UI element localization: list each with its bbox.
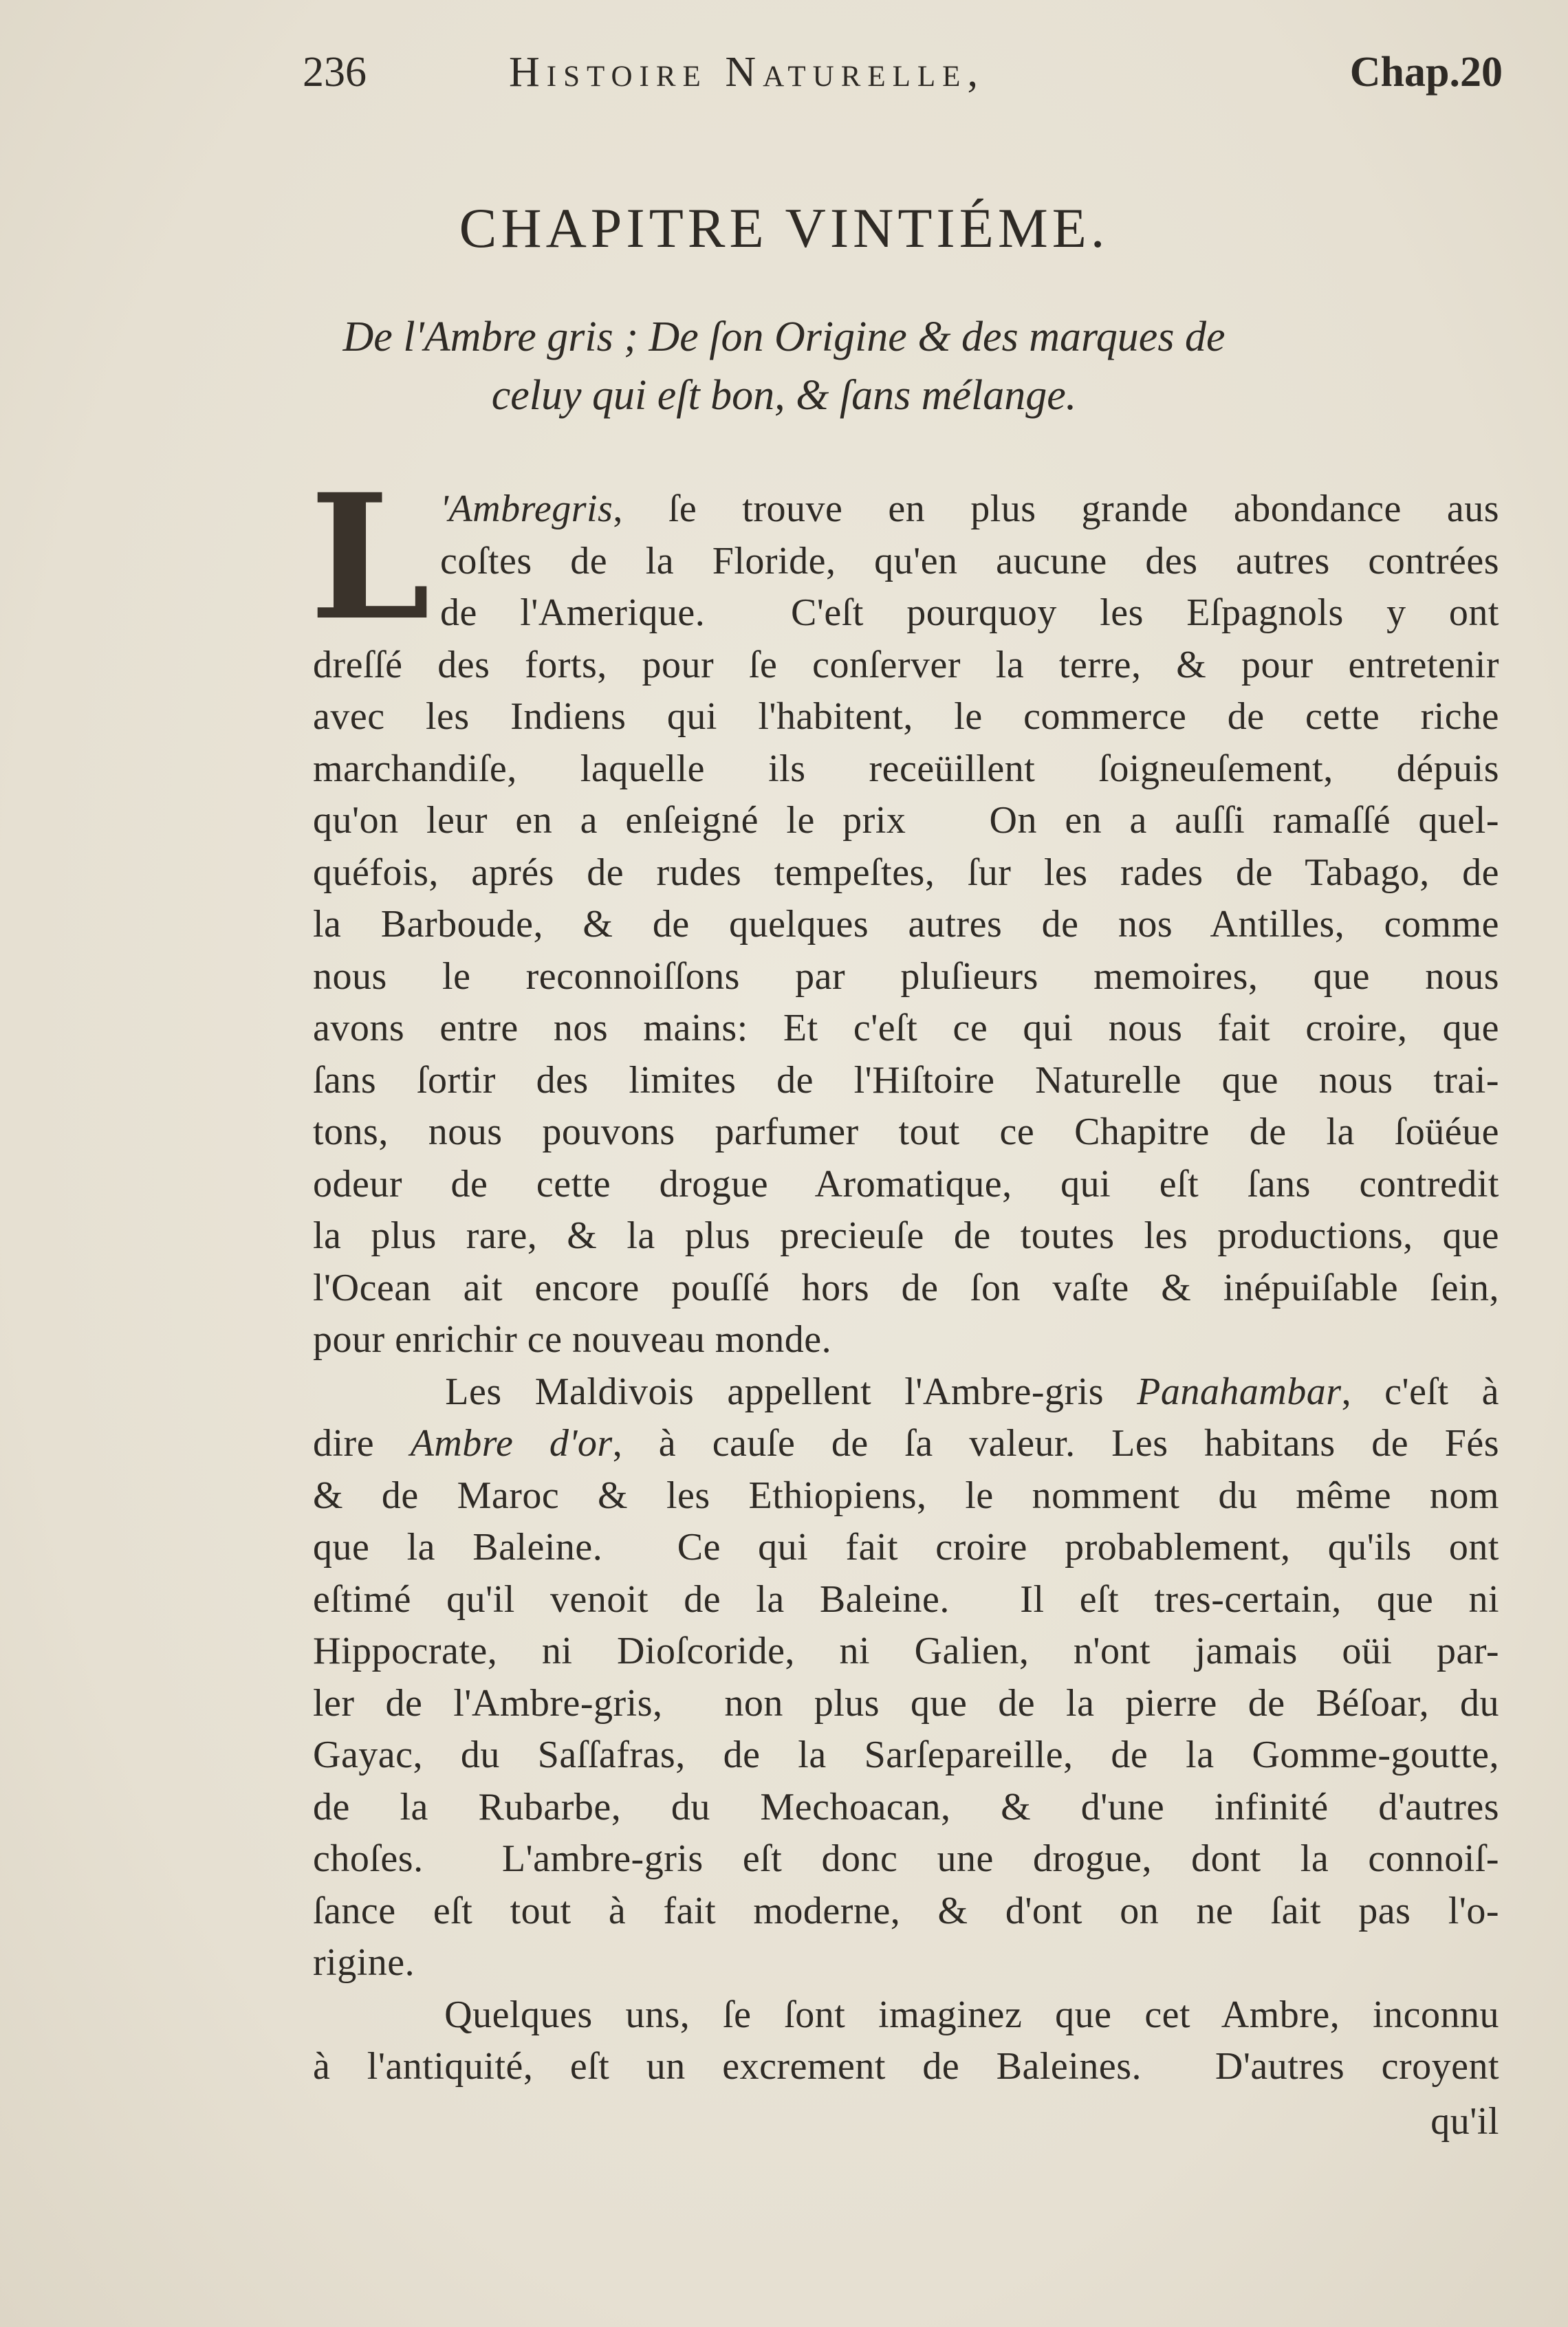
- text-line: [313, 1419, 1499, 1467]
- line-text: à l'antiquité, eſt un excrement de Baleines. D'autres croyent: [313, 2045, 1499, 2088]
- text-line: [313, 1783, 1499, 1831]
- line-text: choſes. L'ambre-gris eſt donc une drogue, dont la connoiſ-: [313, 1837, 1499, 1880]
- text-line: [440, 485, 1499, 533]
- text-line: [313, 641, 1499, 689]
- text-line: [313, 1575, 1499, 1624]
- line-text: ſans ſortir des limites de l'Hiſtoire Naturelle que nous trai-: [313, 1058, 1499, 1102]
- text-line: [440, 589, 1499, 637]
- line-text: eſtimé qu'il venoit de la Baleine. Il eſt tres-certain, que ni: [313, 1577, 1499, 1621]
- text-line: [313, 796, 1499, 844]
- drop-cap: L: [309, 456, 431, 658]
- line-text: l'Ocean ait encore pouſſé hors de ſon vaſte & inépuiſable ſein,: [313, 1266, 1499, 1309]
- subtitle-line: De l'Ambre gris ; De ſon Origine & des marques de: [342, 314, 1226, 360]
- chapter-title: CHAPITRE VINTIÉME.: [459, 197, 1109, 259]
- line-text: pour enrichir ce nouveau monde.: [313, 1318, 832, 1361]
- text-line: [313, 2042, 1499, 2090]
- catchword: qu'il: [1430, 2100, 1499, 2143]
- line-text: qu'on leur en a enſeigné le prix On en a auſſi ramaſſé quel-: [313, 799, 1499, 842]
- text-line: [313, 1004, 1499, 1052]
- text-line: [313, 1991, 1499, 2039]
- italic-term: Panahambar: [1137, 1370, 1342, 1413]
- line-text: Gayac, du Saſſafras, de la Sarſepareille, de la Gomme-goutte,: [313, 1734, 1499, 1776]
- line-text: marchandiſe, laquelle ils receüillent ſoigneuſement, dépuis: [313, 747, 1499, 790]
- line-text: quéfois, aprés de rudes tempeſtes, ſur les rades de Tabago, de: [313, 851, 1499, 894]
- line-text: rigine.: [313, 1941, 415, 1984]
- text-line: [313, 952, 1499, 1001]
- italic-term: 'Ambregris: [440, 488, 613, 530]
- page-number: 236: [303, 49, 367, 96]
- line-text: nous le reconnoiſſons par pluſieurs memoires, que nous: [313, 954, 1499, 998]
- text-line: [313, 1835, 1499, 1883]
- text-line: [313, 900, 1499, 948]
- text-line: [313, 1731, 1499, 1779]
- text-line: [313, 1472, 1499, 1520]
- subtitle-line: celuy qui eſt bon, & ſans mélange.: [491, 372, 1077, 419]
- text-line: [313, 1627, 1499, 1675]
- text-line: [313, 692, 1499, 741]
- line-text: tons, nous pouvons parfumer tout ce Chapitre de la ſoüéue: [313, 1111, 1499, 1153]
- line-text: , c'eſt à: [1341, 1370, 1500, 1413]
- line-text: avons entre nos mains: Et c'eſt ce qui nous fait croire, que: [313, 1007, 1499, 1049]
- text-line: [313, 1160, 1499, 1208]
- line-text: odeur de cette drogue Aromatique, qui eſt ſans contredit: [313, 1162, 1499, 1205]
- text-line: [313, 745, 1499, 793]
- text-line: [313, 1368, 1499, 1416]
- line-text: la plus rare, & la plus precieuſe de toutes les productions, que: [313, 1214, 1499, 1257]
- text-line: [313, 849, 1499, 897]
- line-text: coſtes de la Floride, qu'en aucune des autres contrées: [440, 539, 1499, 582]
- text-line: [313, 1264, 1499, 1312]
- line-text: de la Rubarbe, du Mechoacan, & d'une infinité d'autres: [313, 1785, 1499, 1828]
- line-text: Les Maldivois appellent l'Ambre-gris: [313, 1370, 1137, 1413]
- line-text: de l'Amerique. C'eſt pourquoy les Eſpagnols y ont: [440, 591, 1499, 634]
- line-text: , à cauſe de ſa valeur. Les habitans de Fés: [612, 1422, 1500, 1465]
- running-title: Histoire Naturelle,: [509, 49, 985, 96]
- text-line: [313, 1056, 1499, 1104]
- line-text: ſance eſt tout à fait moderne, & d'ont on ne ſait pas l'o-: [313, 1889, 1499, 1932]
- text-line: [313, 1679, 1499, 1727]
- text-line: [313, 1887, 1499, 1935]
- line-text: Quelques uns, ſe ſont imaginez que cet Ambre, inconnu: [313, 1993, 1499, 2036]
- text-line: [313, 1523, 1499, 1571]
- text-line: [440, 537, 1499, 585]
- line-text: Hippocrate, ni Dioſcoride, ni Galien, n'ont jamais oüi par-: [313, 1630, 1499, 1672]
- line-text: ler de l'Ambre-gris, non plus que de la pierre de Béſoar, du: [313, 1681, 1499, 1725]
- text-line: [313, 1108, 1499, 1156]
- line-text: avec les Indiens qui l'habitent, le commerce de cette riche: [313, 695, 1499, 738]
- text-line: [313, 1212, 1499, 1260]
- running-header: [303, 48, 1503, 110]
- chapter-reference: Chap.20: [1349, 49, 1503, 96]
- text-line: [313, 1315, 1499, 1364]
- line-text: , ſe trouve en plus grande abondance aus: [613, 488, 1499, 530]
- line-text: la Barboude, & de quelques autres de nos Antilles, comme: [313, 903, 1499, 946]
- line-text: & de Maroc & les Ethiopiens, le nomment du même nom: [313, 1474, 1499, 1517]
- line-text: dire: [313, 1422, 411, 1465]
- line-text: dreſſé des forts, pour ſe conſerver la terre, & pour entretenir: [313, 643, 1499, 686]
- italic-term: Ambre d'or: [410, 1422, 613, 1465]
- line-text: que la Baleine. Ce qui fait croire probablement, qu'ils ont: [313, 1526, 1499, 1569]
- text-line: [313, 1938, 1499, 1987]
